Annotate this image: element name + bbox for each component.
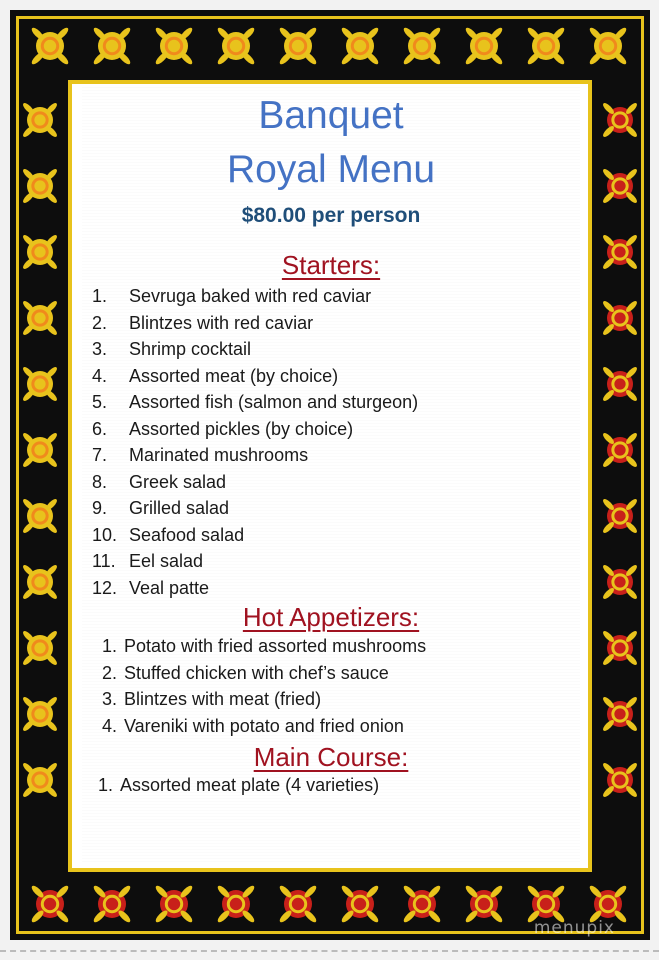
menu-item bbox=[92, 575, 418, 602]
menu-item-text: Seafood salad bbox=[129, 524, 245, 545]
section-heading-hot-appetizers: Hot Appetizers: bbox=[242, 602, 420, 632]
menu-item-text: Sevruga baked with red caviar bbox=[129, 286, 372, 306]
menu-item-number: 2. bbox=[102, 662, 118, 683]
menu-item-number: 4. bbox=[102, 715, 118, 736]
menu-item bbox=[102, 633, 426, 660]
hot-appetizers-list bbox=[102, 633, 426, 739]
menu-item bbox=[102, 713, 426, 740]
menu-item-number: 8. bbox=[92, 471, 108, 492]
menu-item-text: Eel salad bbox=[129, 551, 204, 571]
menu-item bbox=[92, 389, 418, 416]
starters-list bbox=[92, 283, 418, 601]
main-course-list bbox=[98, 772, 379, 799]
menu-item bbox=[92, 548, 418, 575]
menu-item-text: Greek salad bbox=[129, 471, 227, 492]
menu-item bbox=[92, 442, 418, 469]
menu-item bbox=[92, 522, 418, 549]
menu-item bbox=[92, 310, 418, 337]
menu-item-number: 11. bbox=[92, 551, 116, 571]
menu-price: $80.00 per person bbox=[241, 204, 421, 227]
menu-item-text: Assorted pickles (by choice) bbox=[129, 418, 354, 439]
menu-item bbox=[92, 336, 418, 363]
menu-panel bbox=[82, 86, 580, 864]
menu-item bbox=[92, 495, 418, 522]
menu-item-text: Vareniki with potato and fried onion bbox=[124, 715, 404, 736]
menu-title-line2: Royal Menu bbox=[226, 148, 436, 191]
page-bottom-divider bbox=[0, 950, 659, 952]
menu-item-text: Veal patte bbox=[129, 577, 210, 598]
menu-item bbox=[98, 772, 379, 799]
menu-item-number: 12. bbox=[92, 577, 118, 598]
menu-item-number: 3. bbox=[92, 339, 108, 359]
menu-item-text: Assorted meat (by choice) bbox=[129, 365, 339, 386]
menu-item bbox=[92, 416, 418, 443]
menu-item-number: 1. bbox=[92, 286, 108, 306]
menu-item-text: Marinated mushrooms bbox=[129, 445, 309, 465]
section-heading-main-course: Main Course: bbox=[253, 742, 409, 772]
menu-item bbox=[92, 363, 418, 390]
menu-item-number: 5. bbox=[92, 392, 108, 412]
menu-item-text: Potato with fried assorted mushrooms bbox=[124, 636, 427, 656]
menu-item bbox=[92, 469, 418, 496]
menu-item-number: 1. bbox=[102, 636, 118, 656]
menu-item bbox=[102, 686, 426, 713]
menu-item-text: Blintzes with meat (fried) bbox=[124, 689, 322, 709]
menu-item-text: Grilled salad bbox=[129, 498, 230, 518]
menu-item-text: Stuffed chicken with chef’s sauce bbox=[124, 662, 389, 683]
menu-item bbox=[92, 283, 418, 310]
menu-item-number: 7. bbox=[92, 445, 108, 465]
menu-item-number: 3. bbox=[102, 689, 118, 709]
menu-item-text: Blintzes with red caviar bbox=[129, 312, 314, 333]
menu-item-number: 9. bbox=[92, 498, 108, 518]
menu-item-number: 2. bbox=[92, 312, 108, 333]
menu-item-number: 4. bbox=[92, 365, 108, 386]
menu-item-number: 6. bbox=[92, 418, 108, 439]
menu-item-text: Assorted meat plate (4 varieties) bbox=[120, 775, 380, 795]
menu-item-number: 1. bbox=[98, 775, 114, 795]
menu-item-number: 10. bbox=[92, 524, 118, 545]
watermark-logo: menupix bbox=[533, 918, 615, 938]
menu-item-text: Shrimp cocktail bbox=[129, 339, 252, 359]
menu-title-line1: Banquet bbox=[258, 94, 404, 137]
menu-item bbox=[102, 660, 426, 687]
section-heading-starters: Starters: bbox=[281, 250, 381, 280]
menu-item-text: Assorted fish (salmon and sturgeon) bbox=[129, 392, 419, 412]
